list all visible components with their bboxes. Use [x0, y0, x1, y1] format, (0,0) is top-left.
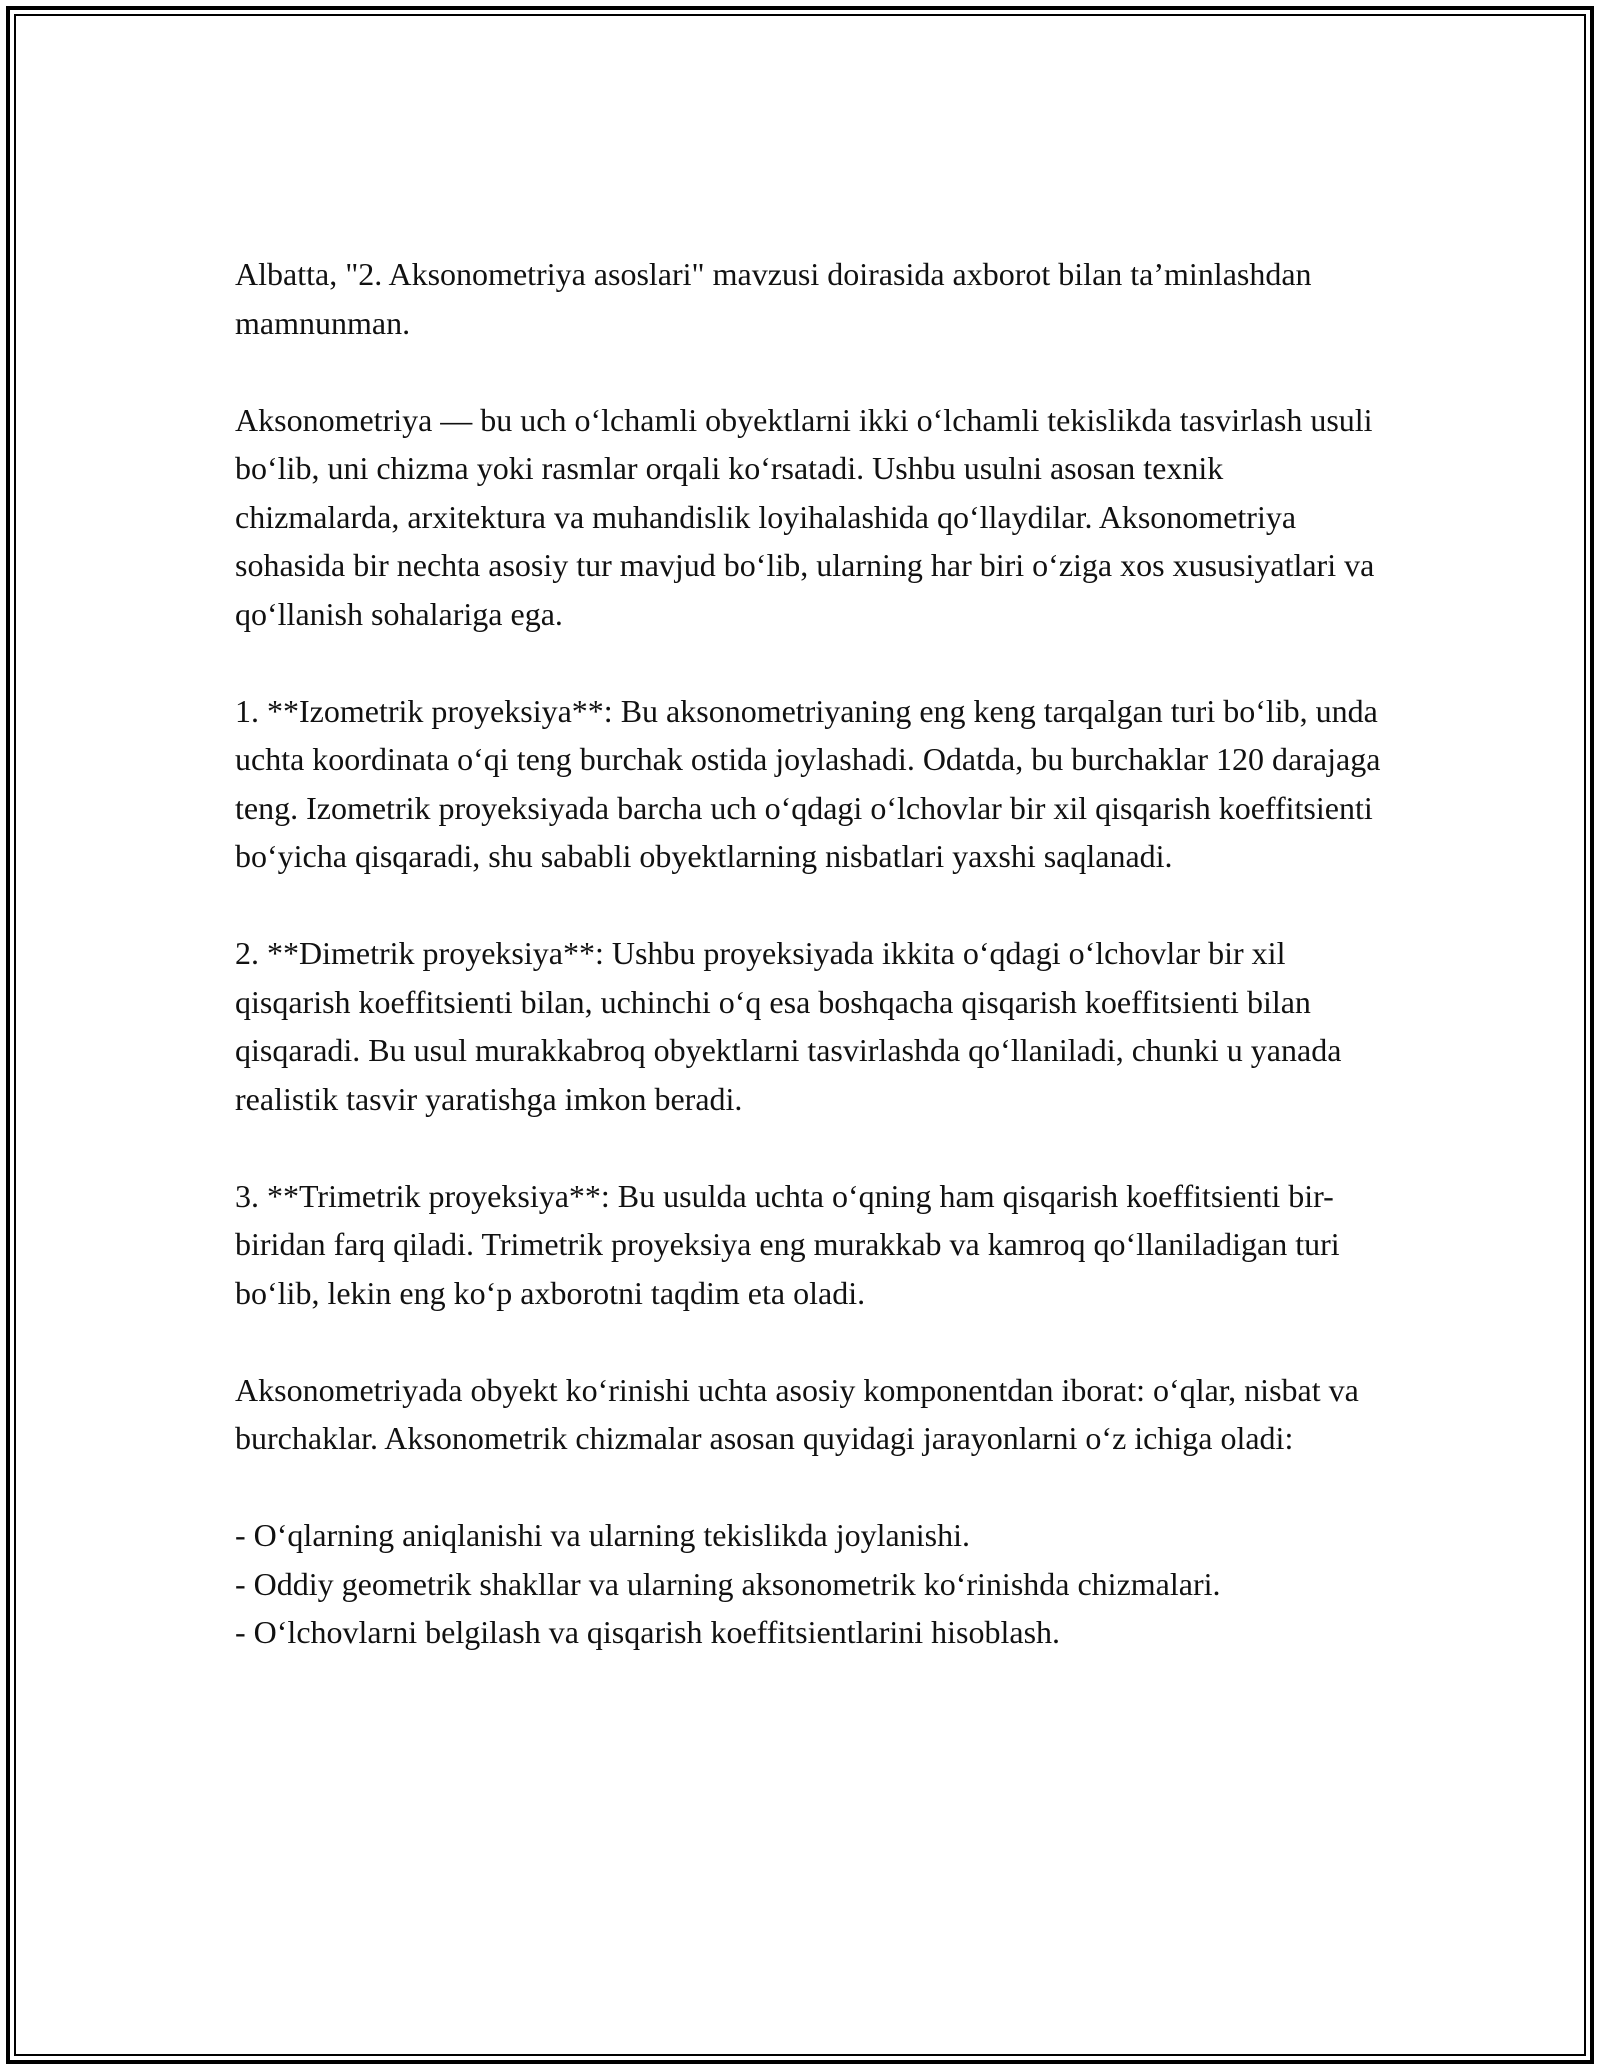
components-paragraph: Aksonometriyada obyekt ko‘rinishi uchta asosiy komponentdan iborat: o‘qlar, nisbat va burchaklar. Aksonometrik chizmalar asosan quyidagi jarayonlarni o‘z ichiga oladi:: [235, 1371, 1359, 1456]
intro-paragraph: Albatta, "2. Aksonometriya asoslari" mavzusi doirasida axborot bilan ta’minlashdan mamnunman.: [235, 256, 1312, 341]
dimetric-paragraph: 2. **Dimetrik proyeksiya**: Ushbu proyeksiyada ikkita o‘qdagi o‘lchovlar bir xil qisqarish koeffitsienti bilan, uchinchi o‘q esa boshqacha qisqarish koeffitsienti bilan qisqaradi. Bu usul murakkabroq obyektlarni tasvirlashda qo‘llaniladi, chunki u yanada realistik tasvir yaratishga imkon beradi.: [235, 935, 1342, 1117]
list-item: - O‘qlarning aniqlanishi va ularning tekislikda joylanishi.: [235, 1517, 970, 1553]
trimetric-paragraph: 3. **Trimetrik proyeksiya**: Bu usulda uchta o‘qning ham qisqarish koeffitsienti bir-biridan farq qiladi. Trimetrik proyeksiya eng murakkab va kamroq qo‘llaniladigan turi bo‘lib, lekin eng ko‘p axborotni taqdim eta oladi.: [235, 1177, 1340, 1311]
definition-paragraph: Aksonometriya — bu uch o‘lchamli obyektlarni ikki o‘lchamli tekislikda tasvirlash usuli bo‘lib, uni chizma yoki rasmlar orqali ko‘rsatadi. Ushbu usulni asosan texnik chizmalarda, arxitektura va muhandislik loyihalashida qo‘llaydilar. Aksonometriya sohasida bir nechta asosiy tur mavjud bo‘lib, ularning har biri o‘ziga xos xususiyatlari va qo‘llanish sohalariga ega.: [235, 401, 1375, 632]
process-list: [235, 1511, 1395, 1657]
list-item: - O‘lchovlarni belgilash va qisqarish koeffitsientlarini hisoblash.: [235, 1614, 1061, 1650]
list-item: - Oddiy geometrik shakllar va ularning aksonometrik ko‘rinishda chizmalari.: [235, 1565, 1221, 1602]
document-body: [235, 250, 1395, 1657]
isometric-paragraph: 1. **Izometrik proyeksiya**: Bu aksonometriyaning eng keng tarqalgan turi bo‘lib, unda uchta koordinata o‘qi teng burchak ostida joylashadi. Odatda, bu burchaklar 120 darajaga teng. Izometrik proyeksiyada barcha uch o‘qdagi o‘lchovlar bir xil qisqarish koeffitsienti bo‘yicha qisqaradi, shu sababli obyektlarning nisbatlari yaxshi saqlanadi.: [235, 692, 1381, 874]
